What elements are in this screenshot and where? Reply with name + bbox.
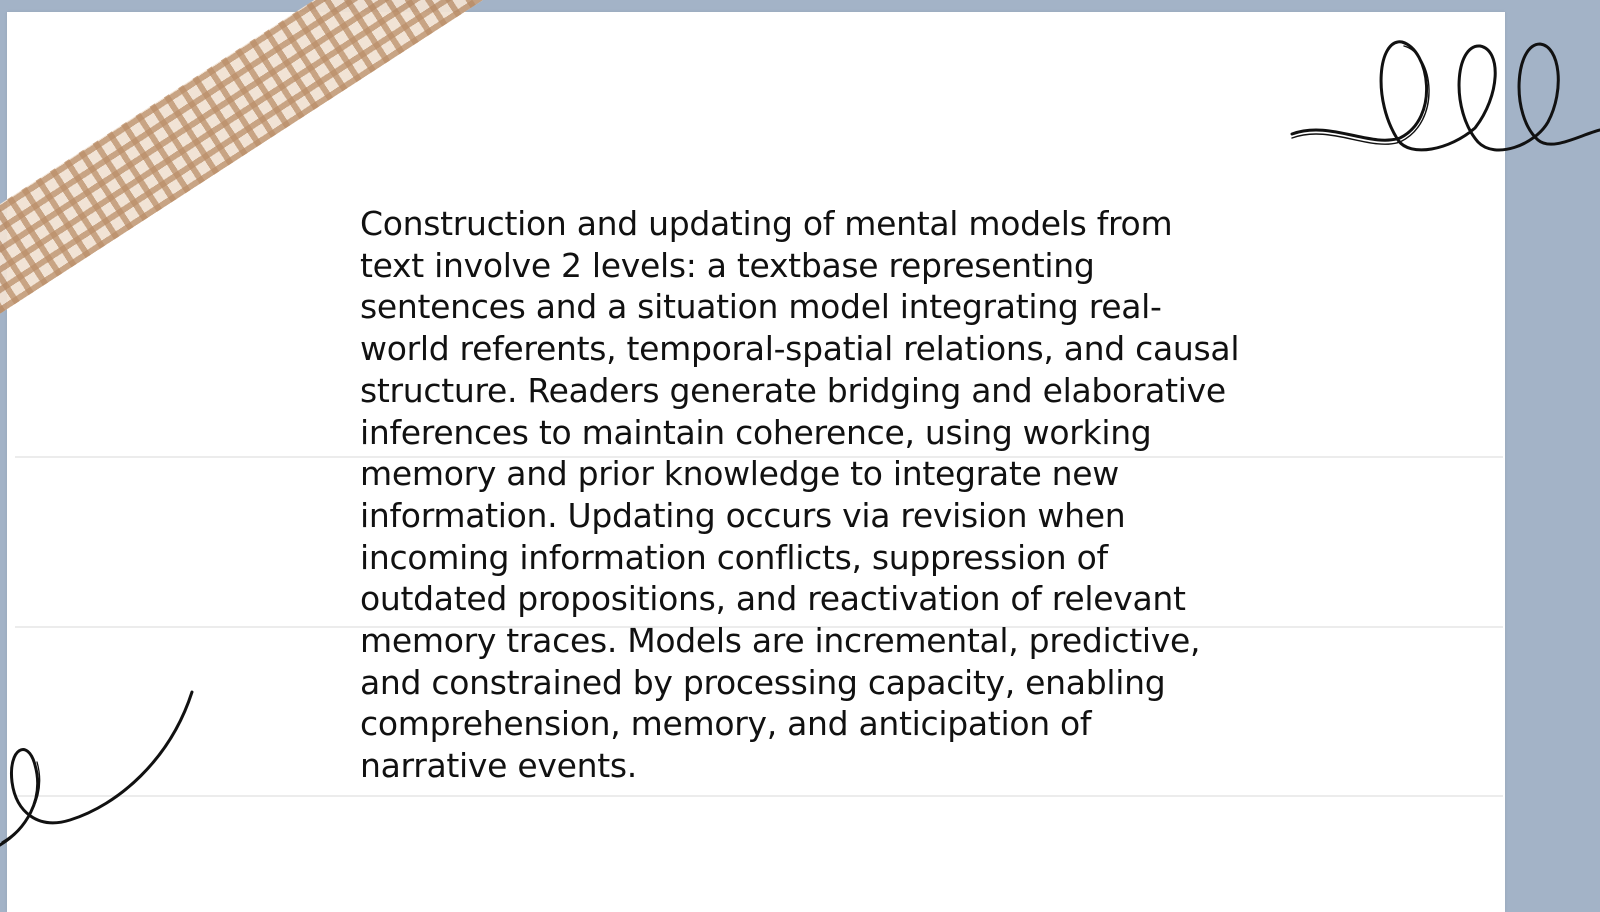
swirl-doodle-icon	[0, 690, 200, 850]
loop-squiggle-icon	[1290, 30, 1600, 165]
ruled-line	[15, 795, 1503, 797]
body-paragraph: Construction and updating of mental models from text involve 2 levels: a textbase representing sentences and a situation model integrating real- world referents, temporal-spatial relations, and causal structure. Readers generate bridging and elaborative inferences to maintain coherence, using working memory and prior knowledge to integrate new information. Updating occurs via revision when incoming information conflicts, suppression of outdated propositions, and reactivation of relevant memory traces. Models are incremental, predictive, and constrained by processing capacity, enabling comprehension, memory, and anticipation of narrative events.	[360, 204, 1240, 786]
